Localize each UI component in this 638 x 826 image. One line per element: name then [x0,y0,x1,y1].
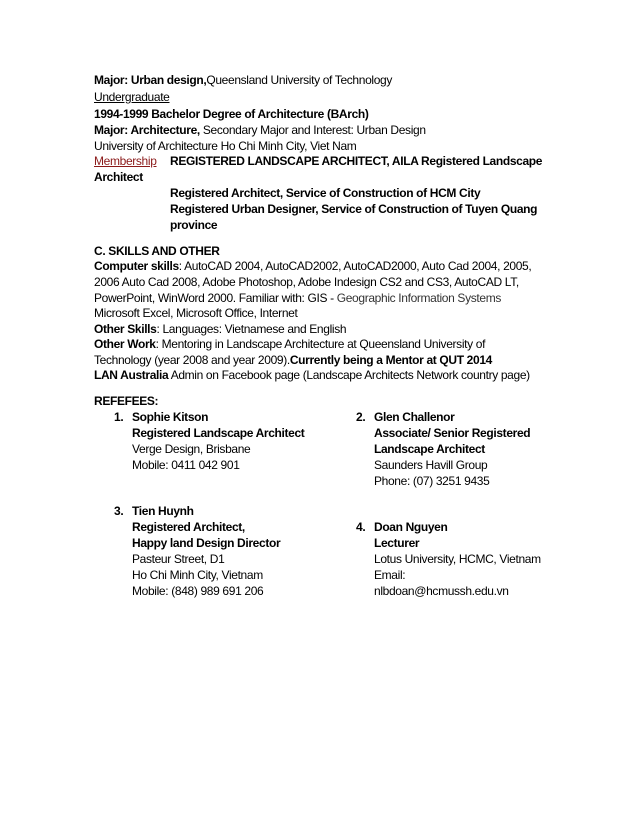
major-architecture-line [94,122,426,139]
skills-heading: C. SKILLS AND OTHER [94,244,220,258]
referees-heading: REFEFEES: [94,394,159,408]
major-urban-design-line [94,72,392,89]
membership-line1b: Architect [94,170,143,184]
other-work-text1: : Mentoring in Landscape Architecture at Queensland University of [155,337,486,351]
referee2-title2: Landscape Architect [374,442,485,456]
other-work-label: Other Work [94,337,156,351]
major1-label: Major: Urban design, [94,73,207,87]
computer-skills-line2: 2006 Auto Cad 2008, Adobe Photoshop, Adobe Indesign CS2 and CS3, AutoCAD LT, [94,275,519,289]
gis-text: Geographic Information Systems [336,291,501,305]
referee3-number: 3. [114,504,124,518]
referee3-name: Tien Huynh [132,504,194,518]
lan-label: LAN Australia [94,368,169,382]
computer-skills-text1: : AutoCAD 2004, AutoCAD2002, AutoCAD2000, Auto Cad 2004, 2005, [178,259,532,273]
other-skills-text: : Languages: Vietnamese and English [156,322,347,336]
referee4-name: Doan Nguyen [374,520,448,534]
referee3-street: Pasteur Street, D1 [132,552,225,566]
membership-line1: REGISTERED LANDSCAPE ARCHITECT, AILA Registered Landscape [170,154,543,168]
computer-skills-text3a: PowerPoint, WinWord 2000. Familiar with: GIS - [94,291,337,305]
referee2-phone: Phone: (07) 3251 9435 [374,474,490,488]
mentor-text: Currently being a Mentor at QUT 2014 [289,353,492,367]
computer-skills-label: Computer skills [94,259,179,273]
major2-text: Secondary Major and Interest: Urban Design [202,123,426,137]
barch-line: 1994-1999 Bachelor Degree of Architecture (BArch) [94,107,369,121]
referee4-email[interactable]: nlbdoan@hcmussh.edu.vn [374,584,509,598]
referee4-email-label: Email: [374,568,406,582]
major1-text: Queensland University of Technology [206,73,393,87]
referee3-city: Ho Chi Minh City, Vietnam [132,568,263,582]
referee3-mobile: Mobile: (848) 989 691 206 [132,584,264,598]
referee1-mobile: Mobile: 0411 042 901 [132,458,240,472]
membership-line3b: province [170,218,218,232]
major2-label: Major: Architecture, [94,123,200,137]
membership-label: Membership [94,154,157,168]
other-work-text2a: Technology (year 2008 and year 2009). [94,353,290,367]
lan-text: Admin on Facebook page (Landscape Architects Network country page) [170,368,530,382]
referee1-name: Sophie Kitson [132,410,209,424]
referee4-title: Lecturer [374,536,420,550]
referee2-number: 2. [356,410,366,424]
referee3-title1: Registered Architect, [132,520,245,534]
referee2-name: Glen Challenor [374,410,455,424]
computer-skills-line4: Microsoft Excel, Microsoft Office, Internet [94,306,298,320]
referee1-company: Verge Design, Brisbane [132,442,251,456]
lan-australia-line [94,367,530,384]
referee2-company: Saunders Havill Group [374,458,488,472]
membership-line2: Registered Architect, Service of Construction of HCM City [170,186,481,200]
university-line: University of Architecture Ho Chi Minh City, Viet Nam [94,139,357,153]
referee1-number: 1. [114,410,124,424]
referee1-title: Registered Landscape Architect [132,426,305,440]
referee2-title1: Associate/ Senior Registered [374,426,531,440]
other-skills-label: Other Skills [94,322,157,336]
undergraduate-label: Undergraduate [94,90,170,104]
referee3-title2: Happy land Design Director [132,536,281,550]
other-work-line1 [94,336,485,353]
referee4-company: Lotus University, HCMC, Vietnam [374,552,541,566]
membership-line3: Registered Urban Designer, Service of Construction of Tuyen Quang [170,202,538,216]
computer-skills-line1 [94,258,531,275]
referee4-number: 4. [356,520,366,534]
